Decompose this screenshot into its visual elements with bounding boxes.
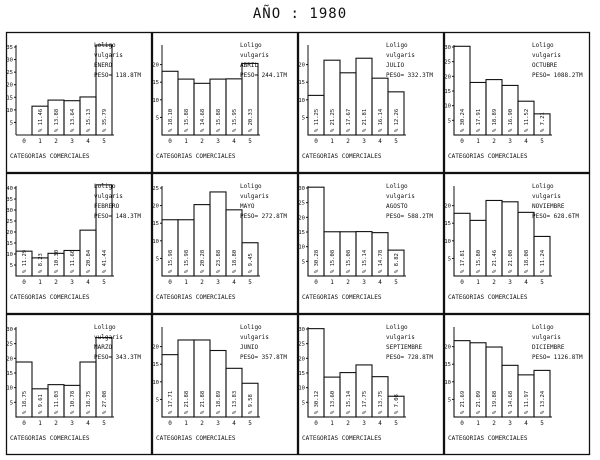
y-tick-label: 10	[298, 244, 305, 251]
y-tick-label: 5	[155, 397, 159, 404]
data-label: % 15.08	[330, 249, 336, 273]
annotation-line: PESO= 118.8TM	[94, 72, 141, 79]
y-tick-label: 10	[152, 379, 159, 386]
annotation-line: Loligo	[94, 183, 116, 190]
x-tick-label: 2	[492, 420, 496, 427]
x-tick-label: 3	[70, 138, 74, 145]
data-label: % 8.82	[394, 253, 400, 273]
x-tick-label: 2	[492, 138, 496, 145]
data-label: % 21.88	[184, 390, 190, 414]
annotation-line: PESO= 343.3TM	[94, 354, 141, 361]
x-tick-label: 0	[314, 420, 318, 427]
annotation-line: PESO= 272.8TM	[240, 213, 287, 220]
x-axis-label: CATEGORIAS COMERCIALES	[448, 435, 528, 442]
annotation-line: PESO= 588.2TM	[386, 213, 433, 220]
data-label: % 14.68	[200, 108, 206, 132]
x-tick-label: 1	[476, 279, 480, 286]
data-label: % 7.21	[540, 112, 546, 132]
y-tick-label: 20	[152, 203, 159, 210]
data-label: % 23.88	[216, 249, 222, 273]
data-label: % 20.33	[248, 108, 254, 132]
y-tick-label: 30	[298, 186, 305, 192]
annotation-line: Loligo	[386, 183, 408, 190]
x-tick-label: 4	[232, 420, 236, 427]
x-axis-label: CATEGORIAS COMERCIALES	[10, 153, 90, 160]
y-tick-label: 20	[298, 215, 305, 222]
x-axis-label: CATEGORIAS COMERCIALES	[302, 294, 382, 301]
x-tick-label: 4	[378, 420, 382, 427]
y-tick-label: 20	[152, 344, 159, 351]
page-title: AÑO : 1980	[252, 6, 348, 22]
y-tick-label: 35	[6, 197, 13, 203]
data-label: % 11.52	[524, 108, 530, 132]
annotation-line: PESO= 148.3TM	[94, 213, 141, 220]
x-tick-label: 0	[460, 279, 464, 286]
y-tick-label: 30	[6, 208, 13, 214]
annotation-line: vulgaris	[532, 334, 561, 341]
annotation-line: ENERO	[94, 62, 113, 69]
x-tick-label: 0	[168, 138, 172, 145]
annotation-line: vulgaris	[240, 193, 269, 200]
y-tick-label: 10	[6, 252, 13, 258]
x-tick-label: 1	[184, 279, 188, 286]
annotation-line: vulgaris	[532, 52, 561, 59]
data-label: % 8.23	[38, 253, 44, 273]
y-tick-label: 5	[9, 263, 13, 269]
x-tick-label: 0	[314, 279, 318, 286]
y-tick-label: 20	[444, 203, 451, 210]
y-tick-label: 10	[444, 103, 451, 110]
chart-abril	[152, 33, 297, 173]
x-tick-label: 5	[248, 279, 252, 286]
data-label: % 27.08	[102, 390, 108, 414]
y-tick-label: 20	[298, 62, 305, 69]
annotation-line: Loligo	[94, 42, 116, 49]
data-label: % 13.75	[378, 390, 384, 414]
data-label: % 10.78	[70, 390, 76, 414]
annotation-line: NOVIEMBRE	[532, 203, 565, 210]
panel-frame	[299, 315, 444, 455]
annotation-line: Loligo	[386, 324, 408, 331]
y-tick-label: 30	[6, 327, 13, 333]
data-label: % 15.98	[184, 249, 190, 273]
data-label: % 11.25	[314, 108, 320, 132]
annotation-line: ABRIL	[240, 62, 259, 69]
data-label: % 18.08	[524, 249, 530, 273]
annotation-line: vulgaris	[94, 334, 123, 341]
x-tick-label: 1	[38, 420, 42, 427]
x-tick-label: 1	[184, 420, 188, 427]
x-axis-label: CATEGORIAS COMERCIALES	[156, 153, 236, 160]
x-tick-label: 2	[54, 420, 58, 427]
annotation-line: FEBRERO	[94, 203, 120, 210]
annotation-line: AGOSTO	[386, 203, 408, 210]
x-tick-label: 1	[476, 138, 480, 145]
x-axis-label: CATEGORIAS COMERCIALES	[448, 294, 528, 301]
data-label: % 17.81	[460, 249, 466, 273]
data-label: % 16.90	[508, 108, 514, 132]
y-tick-label: 20	[6, 230, 13, 236]
annotation-line: vulgaris	[386, 334, 415, 341]
x-tick-label: 3	[362, 420, 366, 427]
data-label: % 9.58	[248, 394, 254, 414]
annotation-line: vulgaris	[532, 193, 561, 200]
annotation-line: vulgaris	[94, 52, 123, 59]
chart-noviembre	[444, 174, 589, 314]
x-tick-label: 2	[54, 279, 58, 286]
y-tick-label: 5	[447, 118, 451, 125]
data-label: % 13.88	[54, 108, 60, 132]
x-tick-label: 5	[102, 138, 106, 145]
data-label: % 18.89	[216, 390, 222, 414]
y-tick-label: 20	[6, 356, 13, 363]
data-label: % 17.71	[168, 390, 174, 414]
x-tick-label: 2	[54, 138, 58, 145]
x-tick-label: 4	[524, 420, 528, 427]
x-tick-label: 5	[102, 420, 106, 427]
x-tick-label: 3	[216, 279, 220, 286]
x-tick-label: 5	[540, 138, 544, 145]
x-axis-label: CATEGORIAS COMERCIALES	[302, 435, 382, 442]
data-label: % 11.24	[540, 249, 546, 273]
x-tick-label: 3	[216, 420, 220, 427]
x-tick-label: 4	[232, 279, 236, 286]
x-tick-label: 1	[184, 138, 188, 145]
data-label: % 15.95	[232, 108, 238, 132]
x-axis-label: CATEGORIAS COMERCIALES	[156, 435, 236, 442]
data-label: % 13.24	[540, 390, 546, 414]
x-tick-label: 4	[378, 138, 382, 145]
y-tick-label: 5	[9, 120, 13, 127]
y-tick-label: 15	[298, 371, 305, 377]
y-tick-label: 10	[298, 97, 305, 104]
x-tick-label: 5	[102, 279, 106, 286]
panel-frame	[7, 33, 152, 173]
data-label: % 15.14	[346, 390, 352, 414]
data-label: % 11.97	[524, 390, 530, 414]
y-tick-label: 5	[447, 397, 451, 404]
data-label: % 21.08	[508, 249, 514, 273]
y-tick-label: 10	[444, 379, 451, 386]
y-tick-label: 15	[444, 362, 451, 369]
data-label: % 21.81	[362, 108, 368, 132]
data-label: % 15.98	[168, 249, 174, 273]
data-label: % 18.75	[22, 390, 28, 414]
y-tick-label: 35	[6, 45, 13, 51]
data-label: % 10.30	[54, 249, 60, 273]
data-label: % 13.83	[232, 390, 238, 414]
y-tick-label: 25	[444, 59, 451, 66]
panel-frame	[7, 315, 152, 455]
y-tick-label: 25	[6, 341, 13, 348]
x-tick-label: 4	[86, 279, 90, 286]
chart-agosto	[298, 174, 443, 314]
x-tick-label: 3	[508, 420, 512, 427]
x-axis-label: CATEGORIAS COMERCIALES	[302, 153, 382, 160]
x-tick-label: 4	[378, 279, 382, 286]
data-label: % 11.03	[54, 390, 60, 414]
x-tick-label: 0	[460, 420, 464, 427]
y-tick-label: 5	[301, 259, 305, 266]
y-tick-label: 15	[6, 241, 13, 247]
y-tick-label: 30	[298, 327, 305, 333]
x-tick-label: 0	[168, 420, 172, 427]
x-axis-label: CATEGORIAS COMERCIALES	[10, 294, 90, 301]
x-tick-label: 0	[22, 138, 26, 145]
x-tick-label: 0	[460, 138, 464, 145]
data-label: % 41.44	[102, 249, 108, 273]
annotation-line: JUNIO	[240, 344, 259, 351]
chart-febrero	[6, 174, 151, 314]
y-tick-label: 5	[301, 400, 305, 407]
x-tick-label: 1	[38, 138, 42, 145]
y-tick-label: 20	[444, 344, 451, 351]
data-label: % 19.88	[492, 390, 498, 414]
data-label: % 18.89	[492, 108, 498, 132]
data-label: % 21.46	[492, 249, 498, 273]
chart-enero	[6, 33, 151, 173]
annotation-line: vulgaris	[386, 193, 415, 200]
x-tick-label: 5	[248, 138, 252, 145]
x-tick-label: 1	[476, 420, 480, 427]
y-tick-label: 5	[155, 256, 159, 263]
y-tick-label: 15	[444, 89, 451, 95]
data-label: % 21.69	[460, 390, 466, 414]
annotation-line: Loligo	[532, 42, 554, 49]
data-label: % 15.13	[86, 108, 92, 132]
x-tick-label: 0	[22, 420, 26, 427]
x-tick-label: 5	[394, 420, 398, 427]
data-label: % 21.25	[330, 108, 336, 132]
y-tick-label: 15	[152, 362, 159, 369]
x-axis-label: CATEGORIAS COMERCIALES	[10, 435, 90, 442]
y-tick-label: 25	[152, 186, 159, 192]
annotation-line: Loligo	[532, 183, 554, 190]
annotation-line: MAYO	[240, 203, 255, 210]
data-label: % 20.84	[86, 249, 92, 273]
x-tick-label: 2	[346, 279, 350, 286]
x-tick-label: 3	[216, 138, 220, 145]
y-tick-label: 25	[6, 70, 13, 77]
annotation-line: PESO= 357.8TM	[240, 354, 287, 361]
y-tick-label: 20	[6, 82, 13, 89]
data-label: % 35.79	[102, 108, 108, 132]
panel-frame	[153, 315, 298, 455]
x-tick-label: 5	[394, 138, 398, 145]
annotation-line: PESO= 1126.8TM	[532, 354, 583, 361]
data-label: % 18.75	[86, 390, 92, 414]
panel-frame	[153, 33, 298, 173]
panel-frame	[445, 315, 590, 455]
y-tick-label: 25	[298, 200, 305, 207]
y-tick-label: 15	[6, 95, 13, 102]
panel-frame	[445, 174, 590, 314]
x-tick-label: 0	[168, 279, 172, 286]
y-tick-label: 40	[6, 186, 13, 192]
data-label: % 18.10	[168, 108, 174, 132]
x-axis-label: CATEGORIAS COMERCIALES	[448, 153, 528, 160]
annotation-line: PESO= 1088.2TM	[532, 72, 583, 79]
x-tick-label: 2	[346, 138, 350, 145]
data-label: % 21.88	[200, 390, 206, 414]
y-tick-label: 15	[152, 221, 159, 228]
y-tick-label: 10	[152, 238, 159, 245]
annotation-line: PESO= 244.1TM	[240, 72, 287, 79]
annotation-line: DICIEMBRE	[532, 344, 565, 351]
y-tick-label: 20	[152, 62, 159, 69]
y-tick-label: 15	[6, 371, 13, 377]
annotation-line: Loligo	[240, 42, 262, 49]
panel-frame	[153, 174, 298, 314]
x-tick-label: 2	[200, 420, 204, 427]
annotation-line: Loligo	[386, 42, 408, 49]
data-label: % 15.88	[216, 108, 222, 132]
data-label: % 17.67	[346, 108, 352, 132]
x-tick-label: 1	[330, 420, 334, 427]
y-tick-label: 5	[9, 400, 13, 407]
data-label: % 12.26	[394, 108, 400, 132]
x-tick-label: 4	[524, 138, 528, 145]
chart-septiembre	[298, 315, 443, 455]
y-tick-label: 10	[444, 238, 451, 245]
y-tick-label: 5	[155, 115, 159, 122]
chart-junio	[152, 315, 297, 455]
chart-mayo	[152, 174, 297, 314]
data-label: % 20.28	[200, 249, 206, 273]
x-tick-label: 4	[86, 138, 90, 145]
x-tick-label: 5	[540, 420, 544, 427]
x-tick-label: 5	[540, 279, 544, 286]
data-label: % 18.80	[232, 249, 238, 273]
annotation-line: Loligo	[94, 324, 116, 331]
y-tick-label: 20	[298, 356, 305, 363]
annotation-line: Loligo	[240, 183, 262, 190]
x-tick-label: 0	[22, 279, 26, 286]
panel-frame	[299, 174, 444, 314]
data-label: % 30.28	[314, 249, 320, 273]
x-tick-label: 3	[362, 138, 366, 145]
y-tick-label: 15	[298, 230, 305, 236]
y-tick-label: 25	[298, 341, 305, 348]
data-label: % 9.61	[38, 394, 44, 414]
x-tick-label: 4	[232, 138, 236, 145]
x-tick-label: 2	[346, 420, 350, 427]
y-tick-label: 10	[298, 385, 305, 392]
x-tick-label: 3	[508, 279, 512, 286]
y-tick-label: 30	[6, 57, 13, 64]
x-tick-label: 3	[70, 420, 74, 427]
x-tick-label: 1	[330, 279, 334, 286]
y-tick-label: 15	[298, 80, 305, 87]
x-tick-label: 1	[330, 138, 334, 145]
x-tick-label: 3	[508, 138, 512, 145]
annotation-line: Loligo	[240, 324, 262, 331]
y-tick-label: 15	[444, 221, 451, 228]
chart-diciembre	[444, 315, 589, 455]
data-label: % 14.68	[508, 390, 514, 414]
chart-octubre	[444, 33, 589, 173]
annotation-line: vulgaris	[240, 334, 269, 341]
x-tick-label: 4	[524, 279, 528, 286]
x-tick-label: 2	[200, 138, 204, 145]
y-tick-label: 10	[6, 107, 13, 114]
data-label: % 13.64	[70, 108, 76, 132]
panel-frame	[7, 174, 152, 314]
data-label: % 15.80	[476, 249, 482, 273]
data-label: % 30.12	[314, 390, 320, 414]
data-label: % 21.09	[476, 390, 482, 414]
x-tick-label: 3	[70, 279, 74, 286]
data-label: % 30.24	[460, 108, 466, 132]
data-label: % 7.08	[394, 394, 400, 414]
x-tick-label: 5	[394, 279, 398, 286]
data-label: % 15.14	[362, 249, 368, 273]
y-tick-label: 30	[444, 45, 451, 51]
x-tick-label: 5	[248, 420, 252, 427]
data-label: % 11.46	[38, 108, 44, 132]
x-tick-label: 2	[200, 279, 204, 286]
x-tick-label: 4	[86, 420, 90, 427]
x-tick-label: 2	[492, 279, 496, 286]
annotation-line: MARZO	[94, 344, 113, 351]
annotation-line: SEPTIEMBRE	[386, 344, 423, 351]
annotation-line: JULIO	[386, 62, 405, 69]
data-label: % 14.78	[378, 249, 384, 273]
y-tick-label: 5	[301, 115, 305, 122]
annotation-line: OCTUBRE	[532, 62, 558, 69]
panel-frame	[299, 33, 444, 173]
data-label: % 15.88	[184, 108, 190, 132]
data-label: % 9.45	[248, 253, 254, 273]
data-label: % 11.60	[70, 249, 76, 273]
annotation-line: vulgaris	[94, 193, 123, 200]
y-tick-label: 5	[447, 256, 451, 263]
chart-marzo	[6, 315, 151, 455]
data-label: % 17.75	[362, 390, 368, 414]
y-tick-label: 25	[6, 219, 13, 225]
x-axis-label: CATEGORIAS COMERCIALES	[156, 294, 236, 301]
data-label: % 16.14	[378, 108, 384, 132]
annotation-line: Loligo	[532, 324, 554, 331]
data-label: % 17.91	[476, 108, 482, 132]
data-label: % 15.08	[346, 249, 352, 273]
annotation-line: PESO= 332.3TM	[386, 72, 433, 79]
y-tick-label: 10	[152, 97, 159, 104]
annotation-line: vulgaris	[386, 52, 415, 59]
data-label: % 13.60	[330, 390, 336, 414]
y-tick-label: 20	[444, 74, 451, 81]
annotation-line: PESO= 628.6TM	[532, 213, 579, 220]
annotation-line: PESO= 728.8TM	[386, 354, 433, 361]
y-tick-label: 15	[152, 80, 159, 87]
annotation-line: vulgaris	[240, 52, 269, 59]
x-tick-label: 3	[362, 279, 366, 286]
panel-frame	[445, 33, 590, 173]
data-label: % 11.29	[22, 249, 28, 273]
chart-julio	[298, 33, 443, 173]
x-tick-label: 0	[314, 138, 318, 145]
x-tick-label: 1	[38, 279, 42, 286]
y-tick-label: 10	[6, 385, 13, 392]
